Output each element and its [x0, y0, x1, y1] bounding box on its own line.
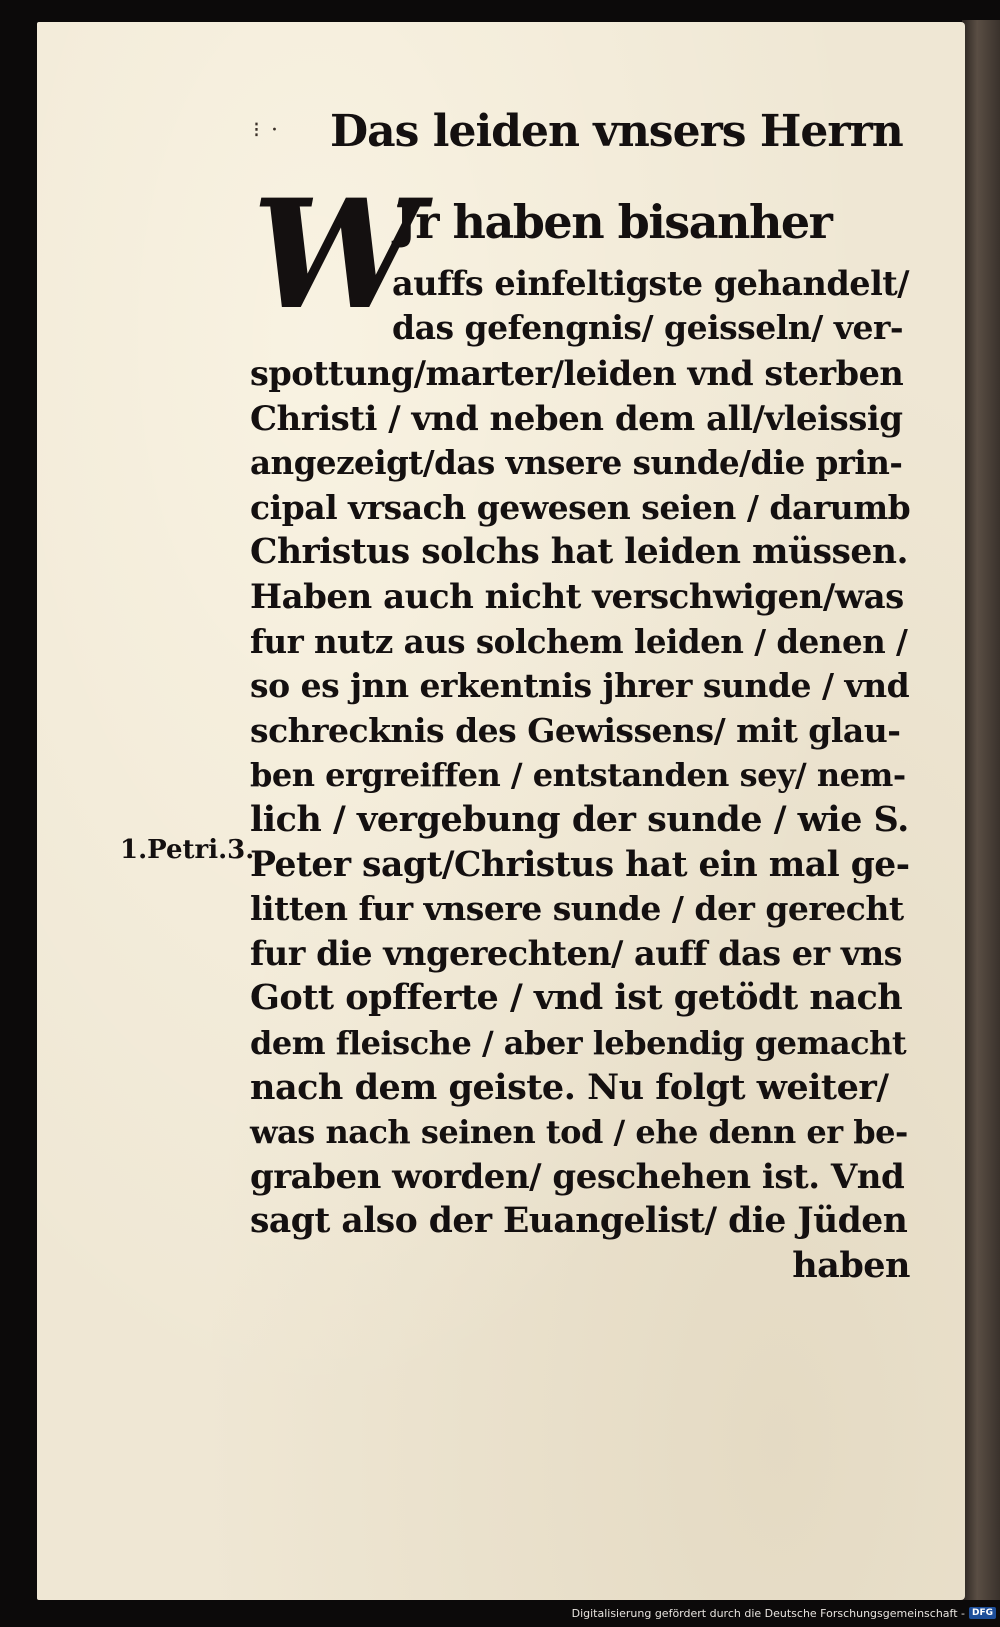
book-edge	[962, 20, 1000, 1600]
text-line: so es jnn erkentnis jhrer sunde / vnd	[250, 666, 910, 706]
text-line: fur nutz aus solchem leiden / denen /	[250, 621, 908, 661]
footer-credit	[572, 1602, 996, 1624]
text-line: Christus solchs hat leiden müssen.	[250, 532, 908, 573]
running-head: Das leiden vnsers Herrn	[330, 106, 903, 157]
dfg-logo: DFG	[969, 1607, 996, 1619]
text-line: cipal vrsach gewesen seien / darumb	[250, 487, 911, 527]
text-line: Gott opfferte / vnd ist getödt nach	[250, 977, 903, 1019]
text-line: das gefengnis/ geisseln/ ver-	[392, 308, 904, 347]
text-line: Haben auch nicht verschwigen/was	[250, 577, 904, 617]
text-line: ben ergreiffen / entstanden sey/ nem-	[250, 756, 906, 795]
text-line: Jr haben bisanher	[395, 195, 832, 249]
text-line: litten fur vnsere sunde / der gerecht	[250, 889, 904, 929]
text-line: spottung/marter/leiden vnd sterben	[250, 354, 904, 393]
text-line: Christi / vnd neben dem all/vleissig	[250, 398, 903, 439]
text-line: graben worden/ geschehen ist. Vnd	[250, 1156, 905, 1197]
decorated-initial: W	[252, 167, 421, 343]
text-line: nach dem geiste. Nu folgt weiter/	[250, 1066, 889, 1108]
text-line: was nach seinen tod / ehe denn er be-	[250, 1113, 908, 1152]
text-line: schrecknis des Gewissens/ mit glau-	[250, 710, 901, 750]
text-line: angezeigt/das vnsere sunde/die prin-	[250, 443, 903, 483]
marginal-note: 1.Petri.3.	[120, 835, 255, 865]
footer-credit-text: Digitalisierung gefördert durch die Deutsche Forschungsgemeinschaft -	[571, 1606, 965, 1620]
text-line: fur die vngerechten/ auff das er vns	[250, 933, 903, 973]
text-line: auffs einfeltigste gehandelt/	[392, 264, 910, 303]
text-line: lich / vergebung der sunde / wie S.	[250, 799, 909, 840]
text-line: sagt also der Euangelist/ die Jüden	[250, 1201, 908, 1242]
text-line: Peter sagt/Christus hat ein mal ge-	[250, 844, 910, 885]
head-ornament-icon: ⁝ ·	[253, 118, 280, 143]
text-line: haben	[792, 1245, 910, 1286]
text-line: dem fleische / aber lebendig gemacht	[250, 1024, 907, 1062]
